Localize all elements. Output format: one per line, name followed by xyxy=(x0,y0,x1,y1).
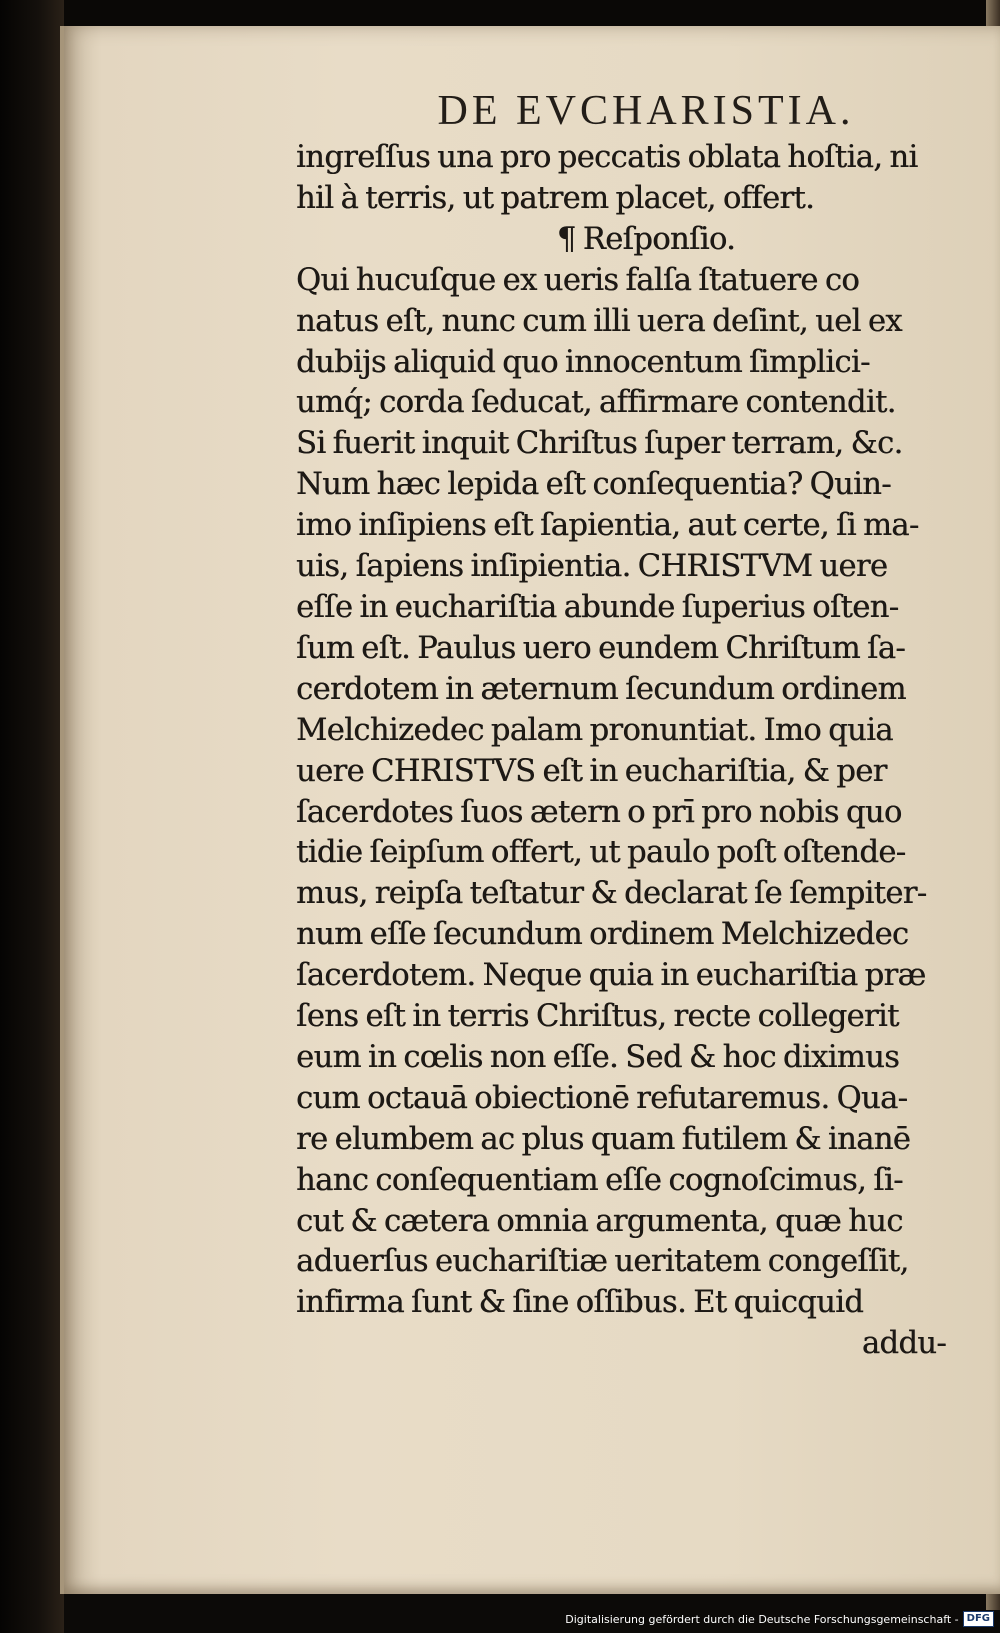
text-line: ſacerdotem. Neque quia in euchariſtia præ xyxy=(296,958,926,994)
text-line: hanc conſequentiam eſſe cognoſcimus, ſi- xyxy=(296,1162,903,1198)
scan-top-shadow xyxy=(0,0,1000,28)
text-line: hil à terris, ut patrem placet, offert. xyxy=(296,180,815,216)
text-line: uis, ſapiens inſipientia. CHRISTVM uere xyxy=(296,549,888,585)
text-line: uere CHRISTVS eſt in euchariſtia, & per xyxy=(296,753,887,789)
text-line: Qui hucuſque ex ueris falſa ſtatuere co xyxy=(296,262,860,298)
book-spine-edge xyxy=(0,0,64,1633)
text-line: cerdotem in æternum ſecundum ordinem xyxy=(296,671,906,707)
text-line: ſacerdotes ſuos ætern o prī pro nobis quo xyxy=(296,794,902,830)
catchword: addu- xyxy=(861,1326,946,1362)
text-line: re elumbem ac plus quam futilem & inanē xyxy=(296,1121,911,1157)
text-line: Si fuerit inquit Chriſtus ſuper terram, &c. xyxy=(296,426,903,462)
text-line: umq́; corda ſeducat, affirmare contendit. xyxy=(296,385,896,421)
text-line: dubijs aliquid quo innocentum ſimplici- xyxy=(296,344,870,380)
text-lines xyxy=(296,138,956,1324)
text-line: num eſſe ſecundum ordinem Melchizedec xyxy=(296,917,909,953)
credit-text: Digitalisierung gefördert durch die Deutsche Forschungsgemeinschaft - xyxy=(565,1612,959,1626)
text-line: ¶ Reſponſio. xyxy=(556,221,736,257)
text-line: cum octauā obiectionē refutaremus. Qua- xyxy=(296,1080,908,1116)
text-line: ſum eſt. Paulus uero eundem Chriſtum ſa- xyxy=(296,630,906,666)
text-line: Melchizedec palam pronuntiat. Imo quia xyxy=(296,712,893,748)
page-text-block xyxy=(296,84,956,1365)
digitization-credit xyxy=(565,1609,994,1629)
text-line: Num hæc lepida eſt conſequentia? Quin- xyxy=(296,467,891,503)
text-line: eum in cœlis non eſſe. Sed & hoc diximus xyxy=(296,1039,900,1075)
text-line: ſens eſt in terris Chriſtus, recte collegerit xyxy=(296,999,899,1035)
text-line: mus, reipſa teſtatur & declarat ſe ſempiter- xyxy=(296,876,927,912)
text-line: natus eſt, nunc cum illi uera deſint, uel ex xyxy=(296,303,902,339)
text-line: infirma ſunt & ſine oſſibus. Et quicquid xyxy=(296,1285,864,1321)
text-line: eſſe in euchariſtia abunde ſuperius oſten- xyxy=(296,589,899,625)
running-head: DE EVCHARISTIA. xyxy=(437,88,855,134)
text-line: imo inſipiens eſt ſapientia, aut certe, ſi ma- xyxy=(296,508,919,544)
text-line: ingreſſus una pro peccatis oblata hoſtia, ni xyxy=(296,140,918,175)
text-line: tidie ſeipſum offert, ut paulo poſt oſtende- xyxy=(296,835,906,871)
text-line: cut & cætera omnia argumenta, quæ huc xyxy=(296,1203,903,1239)
dfg-logo-icon: DFG xyxy=(963,1611,994,1627)
text-line: aduerſus euchariſtiæ ueritatem congeſſit, xyxy=(296,1244,909,1280)
